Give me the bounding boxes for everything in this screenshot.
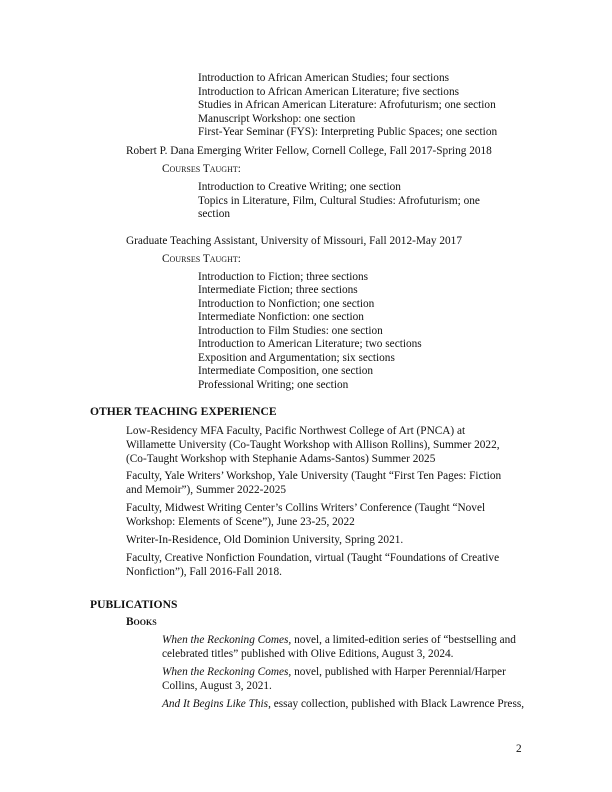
course-item: Intermediate Composition, one section bbox=[198, 365, 374, 377]
course-item: Introduction to Film Studies: one section bbox=[198, 325, 383, 337]
book-entry bbox=[162, 634, 516, 648]
courses-taught-label: Courses Taught: bbox=[162, 253, 241, 265]
teaching-entry-line: Willamette University (Co-Taught Workshop with Allison Rollins), Summer 2022, bbox=[126, 439, 500, 451]
courses-taught-label: Courses Taught: bbox=[162, 163, 241, 175]
book-detail: novel, published with Harper Perennial/Harper bbox=[291, 666, 506, 678]
book-entry bbox=[162, 698, 524, 712]
books-subheading: Books bbox=[126, 616, 157, 628]
book-entry-line: Collins, August 3, 2021. bbox=[162, 680, 272, 692]
book-detail: , essay collection, published with Black Lawrence Press, bbox=[268, 698, 525, 710]
course-item: Intermediate Nonfiction: one section bbox=[198, 311, 364, 323]
book-entry bbox=[162, 666, 506, 680]
course-item: First-Year Seminar (FYS): Interpreting Public Spaces; one section bbox=[198, 126, 498, 138]
teaching-entry-line: Workshop: Elements of Scene”), June 23-25, 2022 bbox=[126, 516, 355, 528]
section-heading: OTHER TEACHING EXPERIENCE bbox=[90, 405, 277, 418]
position-title: Robert P. Dana Emerging Writer Fellow, Cornell College, Fall 2017-Spring 2018 bbox=[126, 145, 492, 157]
course-item: Introduction to Creative Writing; one section bbox=[198, 181, 401, 193]
course-item: Intermediate Fiction; three sections bbox=[198, 284, 358, 296]
course-item: Introduction to Nonfiction; one section bbox=[198, 298, 375, 310]
teaching-entry-line: and Memoir”), Summer 2022-2025 bbox=[126, 484, 287, 496]
section-heading: PUBLICATIONS bbox=[90, 598, 178, 611]
teaching-entry-line: Nonfiction”), Fall 2016-Fall 2018. bbox=[126, 566, 282, 578]
book-title: When the Reckoning Comes, bbox=[162, 634, 292, 646]
book-title: And It Begins Like This bbox=[162, 698, 269, 710]
course-item: Professional Writing; one section bbox=[198, 379, 349, 391]
course-item: Introduction to African American Literature; five sections bbox=[198, 86, 459, 98]
position-title: Graduate Teaching Assistant, University of Missouri, Fall 2012-May 2017 bbox=[126, 235, 462, 247]
teaching-entry-line: Writer-In-Residence, Old Dominion University, Spring 2021. bbox=[126, 534, 404, 546]
book-entry-line: celebrated titles” published with Olive Editions, August 3, 2024. bbox=[162, 648, 454, 660]
book-detail: novel, a limited-edition series of “bestselling and bbox=[291, 634, 516, 646]
course-item: Introduction to American Literature; two sections bbox=[198, 338, 422, 350]
course-item: Manuscript Workshop: one section bbox=[198, 113, 356, 125]
course-item: Studies in African American Literature: Afrofuturism; one section bbox=[198, 99, 496, 111]
course-item: Introduction to African American Studies; four sections bbox=[198, 72, 449, 84]
course-item: Introduction to Fiction; three sections bbox=[198, 271, 369, 283]
course-item: Topics in Literature, Film, Cultural Studies: Afrofuturism; one bbox=[198, 195, 480, 207]
teaching-entry-line: Low-Residency MFA Faculty, Pacific Northwest College of Art (PNCA) at bbox=[126, 425, 466, 437]
page-number: 2 bbox=[516, 743, 522, 755]
teaching-entry-line: Faculty, Yale Writers’ Workshop, Yale University (Taught “First Ten Pages: Fiction bbox=[126, 470, 502, 482]
teaching-entry-line: (Co-Taught Workshop with Stephanie Adams-Santos) Summer 2025 bbox=[126, 453, 436, 465]
teaching-entry-line: Faculty, Creative Nonfiction Foundation, virtual (Taught “Foundations of Creative bbox=[126, 552, 500, 564]
course-item: Exposition and Argumentation; six sections bbox=[198, 352, 395, 364]
book-title: When the Reckoning Comes, bbox=[162, 666, 292, 678]
teaching-entry-line: Faculty, Midwest Writing Center’s Collins Writers’ Conference (Taught “Novel bbox=[126, 502, 486, 514]
course-item: section bbox=[198, 208, 230, 220]
